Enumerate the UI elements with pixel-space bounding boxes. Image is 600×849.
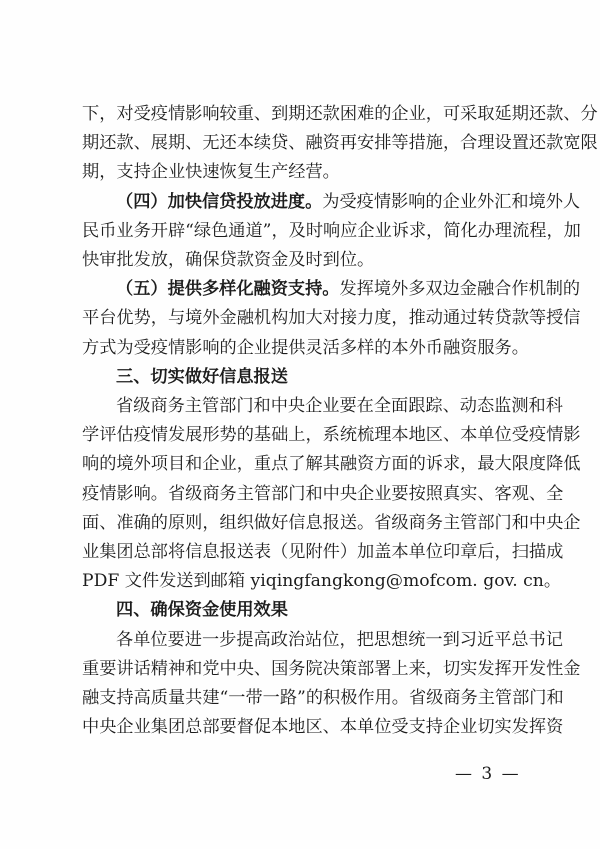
body-line: 融支持高质量共建“一带一路”的积极作用。省级商务主管部门和 <box>82 688 564 708</box>
body-line: 平台优势，与境外金融机构加大对接力度，推动通过转贷款等授信 <box>82 308 581 329</box>
paragraph-line-4 <box>116 191 581 212</box>
body-line: 面、准确的原则，组织做好信息报送。省级商务主管部门和中央企 <box>82 512 581 533</box>
body-line: 重要讲话精神和党中央、国务院决策部署上来，切实发挥开发性金 <box>82 658 581 679</box>
body-line: 学评估疫情发展形势的基础上，系统梳理本地区、本单位受疫情影 <box>82 425 581 446</box>
section-heading-fund-usage: 四、确保资金使用效果 <box>116 600 288 621</box>
email-line: PDF 文件发送到邮箱 yiqingfangkong@mofcom. gov. cn。 <box>82 571 562 592</box>
subheading-diverse-financing: （五）提供多样化融资支持。 <box>116 279 340 300</box>
body-line: 疫情影响。省级商务主管部门和中央企业要按照真实、客观、全 <box>82 483 564 504</box>
body-line: 期还款、展期、无还本续贷、融资再安排等措施，合理设置还款宽限 <box>82 133 598 154</box>
body-line: 省级商务主管部门和中央企业要在全面跟踪、动态监测和科 <box>116 396 563 416</box>
body-line: 期，支持企业快速恢复生产经营。 <box>82 162 340 183</box>
body-text: 为受疫情影响的企业外汇和境外人 <box>322 191 581 212</box>
body-line: 中央企业集团总部要督促本地区、本单位受支持企业切实发挥资 <box>82 717 564 738</box>
body-text: 发挥境外多双边金融合作机制的 <box>339 279 581 300</box>
body-line: 民币业务开辟“绿色通道”，及时响应企业诉求，简化办理流程，加 <box>82 220 581 241</box>
body-line: 方式为受疫情影响的企业提供灵活多样的本外币融资服务。 <box>82 337 529 358</box>
body-line: 响的境外项目和企业，重点了解其融资方面的诉求，最大限度降低 <box>82 454 581 475</box>
subheading-accelerate-credit: （四）加快信贷投放进度。 <box>116 191 323 212</box>
body-line: 各单位要进一步提高政治站位，把思想统一到习近平总书记 <box>116 629 563 650</box>
paragraph-line-5 <box>116 279 581 300</box>
page-number: — 3 — <box>455 764 521 784</box>
body-line: 业集团总部将信息报送表（见附件）加盖本单位印章后，扫描成 <box>82 542 564 562</box>
body-line: 快审批发放，确保贷款资金及时到位。 <box>82 250 375 270</box>
body-line: 下，对受疫情影响较重、到期还款困难的企业，可采取延期还款、分 <box>82 104 598 124</box>
section-heading-info-report: 三、切实做好信息报送 <box>116 366 288 387</box>
